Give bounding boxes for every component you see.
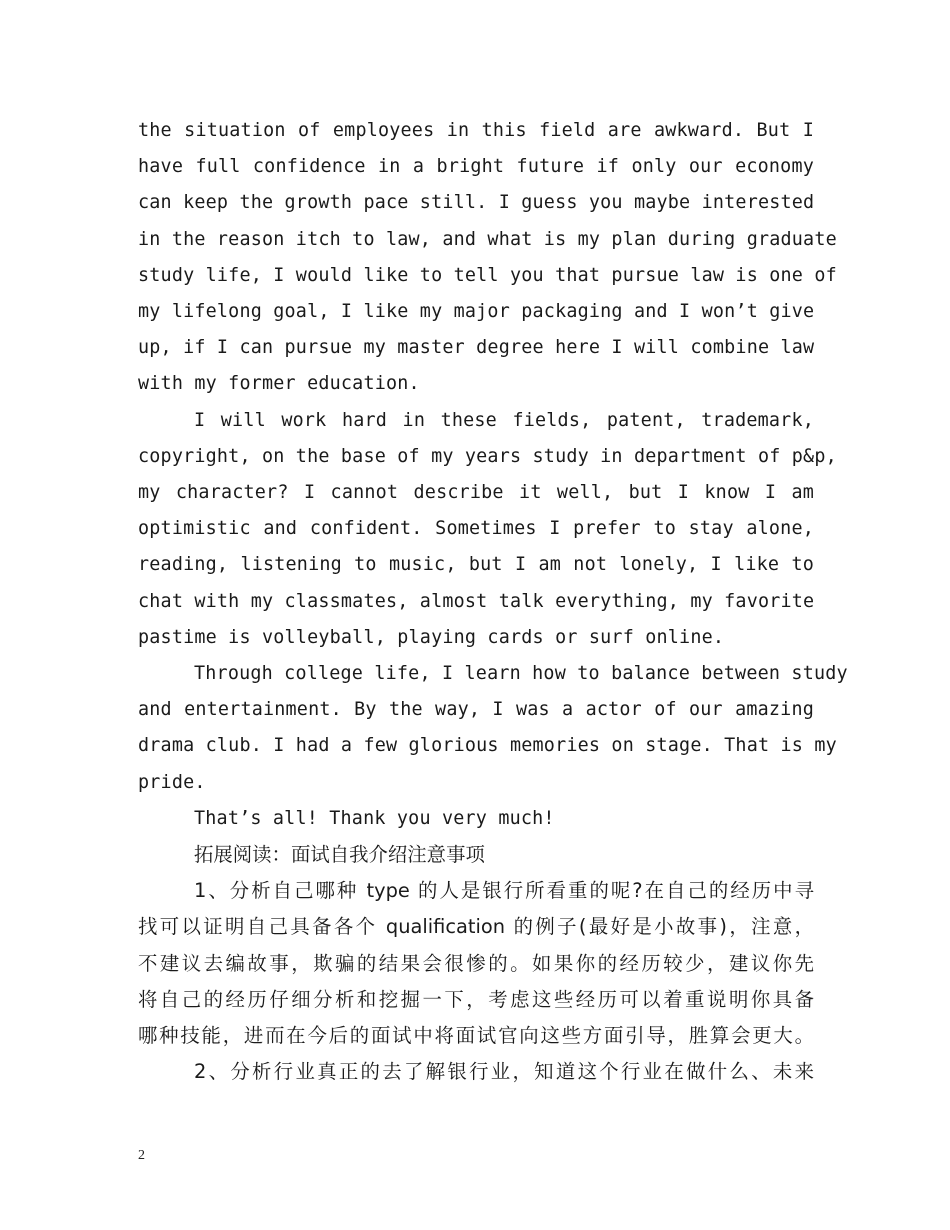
tip-item-1 (138, 873, 814, 1054)
text-line: pastime is volleyball, playing cards or surf online. (138, 626, 725, 648)
text-line: have full confidence in a bright future if only our economy (138, 156, 814, 178)
heading-text: 拓展阅读：面试自我介绍注意事项 (194, 843, 485, 867)
text-line: 将自己的经历仔细分析和挖掘一下，考虑这些经历可以着重说明你具备 (138, 987, 814, 1011)
tip-item-2 (138, 1054, 814, 1090)
text-line: pride. (138, 771, 206, 793)
text-line: 1、分析自己哪种 type 的人是银行所看重的呢?在自己的经历中寻 (194, 879, 814, 903)
text-line: That’s all! Thank you very much! (194, 807, 555, 829)
page-number: 2 (138, 1148, 145, 1163)
text-line: Through college life, I learn how to balance between study (194, 663, 848, 685)
paragraph-3 (138, 656, 848, 801)
text-line: 找可以证明自己具备各个 qualification 的例子(最好是小故事)，注意， (138, 915, 814, 939)
text-line: the situation of employees in this field are awkward. But I (138, 120, 814, 141)
text-line: study life, I would like to tell you that pursue law is one of (138, 264, 837, 286)
text-line: reading, listening to music, but I am not lonely, I like to (138, 554, 814, 576)
extended-reading-heading (138, 837, 814, 873)
text-line: copyright, on the base of my years study in department of p&p, (138, 445, 837, 467)
text-line: chat with my classmates, almost talk everything, my favorite (138, 590, 815, 612)
text-line: my lifelong goal, I like my major packaging and I won’t give (138, 301, 815, 323)
paragraph-1 (138, 113, 837, 403)
text-line: in the reason itch to law, and what is my plan during graduate (138, 228, 837, 250)
document-page (138, 113, 848, 1090)
text-line: drama club. I had a few glorious memories on stage. That is my (138, 735, 837, 757)
text-line: can keep the growth pace still. I guess you maybe interested (138, 192, 815, 214)
text-line: I will work hard in these fields, patent, trademark, (194, 409, 814, 431)
text-line: 2、分析行业真正的去了解银行业，知道这个行业在做什么、未来 (194, 1060, 814, 1084)
text-line: optimistic and confident. Sometimes I prefer to stay alone, (138, 518, 814, 540)
text-line: 哪种技能，进而在今后的面试中将面试官向这些方面引导，胜算会更大。 (138, 1024, 814, 1048)
text-line: my character? I cannot describe it well, but I know I am (138, 482, 814, 504)
closing-line (138, 801, 814, 837)
text-line: 不建议去编故事，欺骗的结果会很惨的。如果你的经历较少，建议你先 (138, 951, 814, 975)
text-line: and entertainment. By the way, I was a actor of our amazing (138, 699, 814, 721)
text-line: up, if I can pursue my master degree here I will combine law (138, 337, 815, 359)
text-line: with my former education. (138, 373, 420, 395)
paragraph-2 (138, 403, 837, 656)
